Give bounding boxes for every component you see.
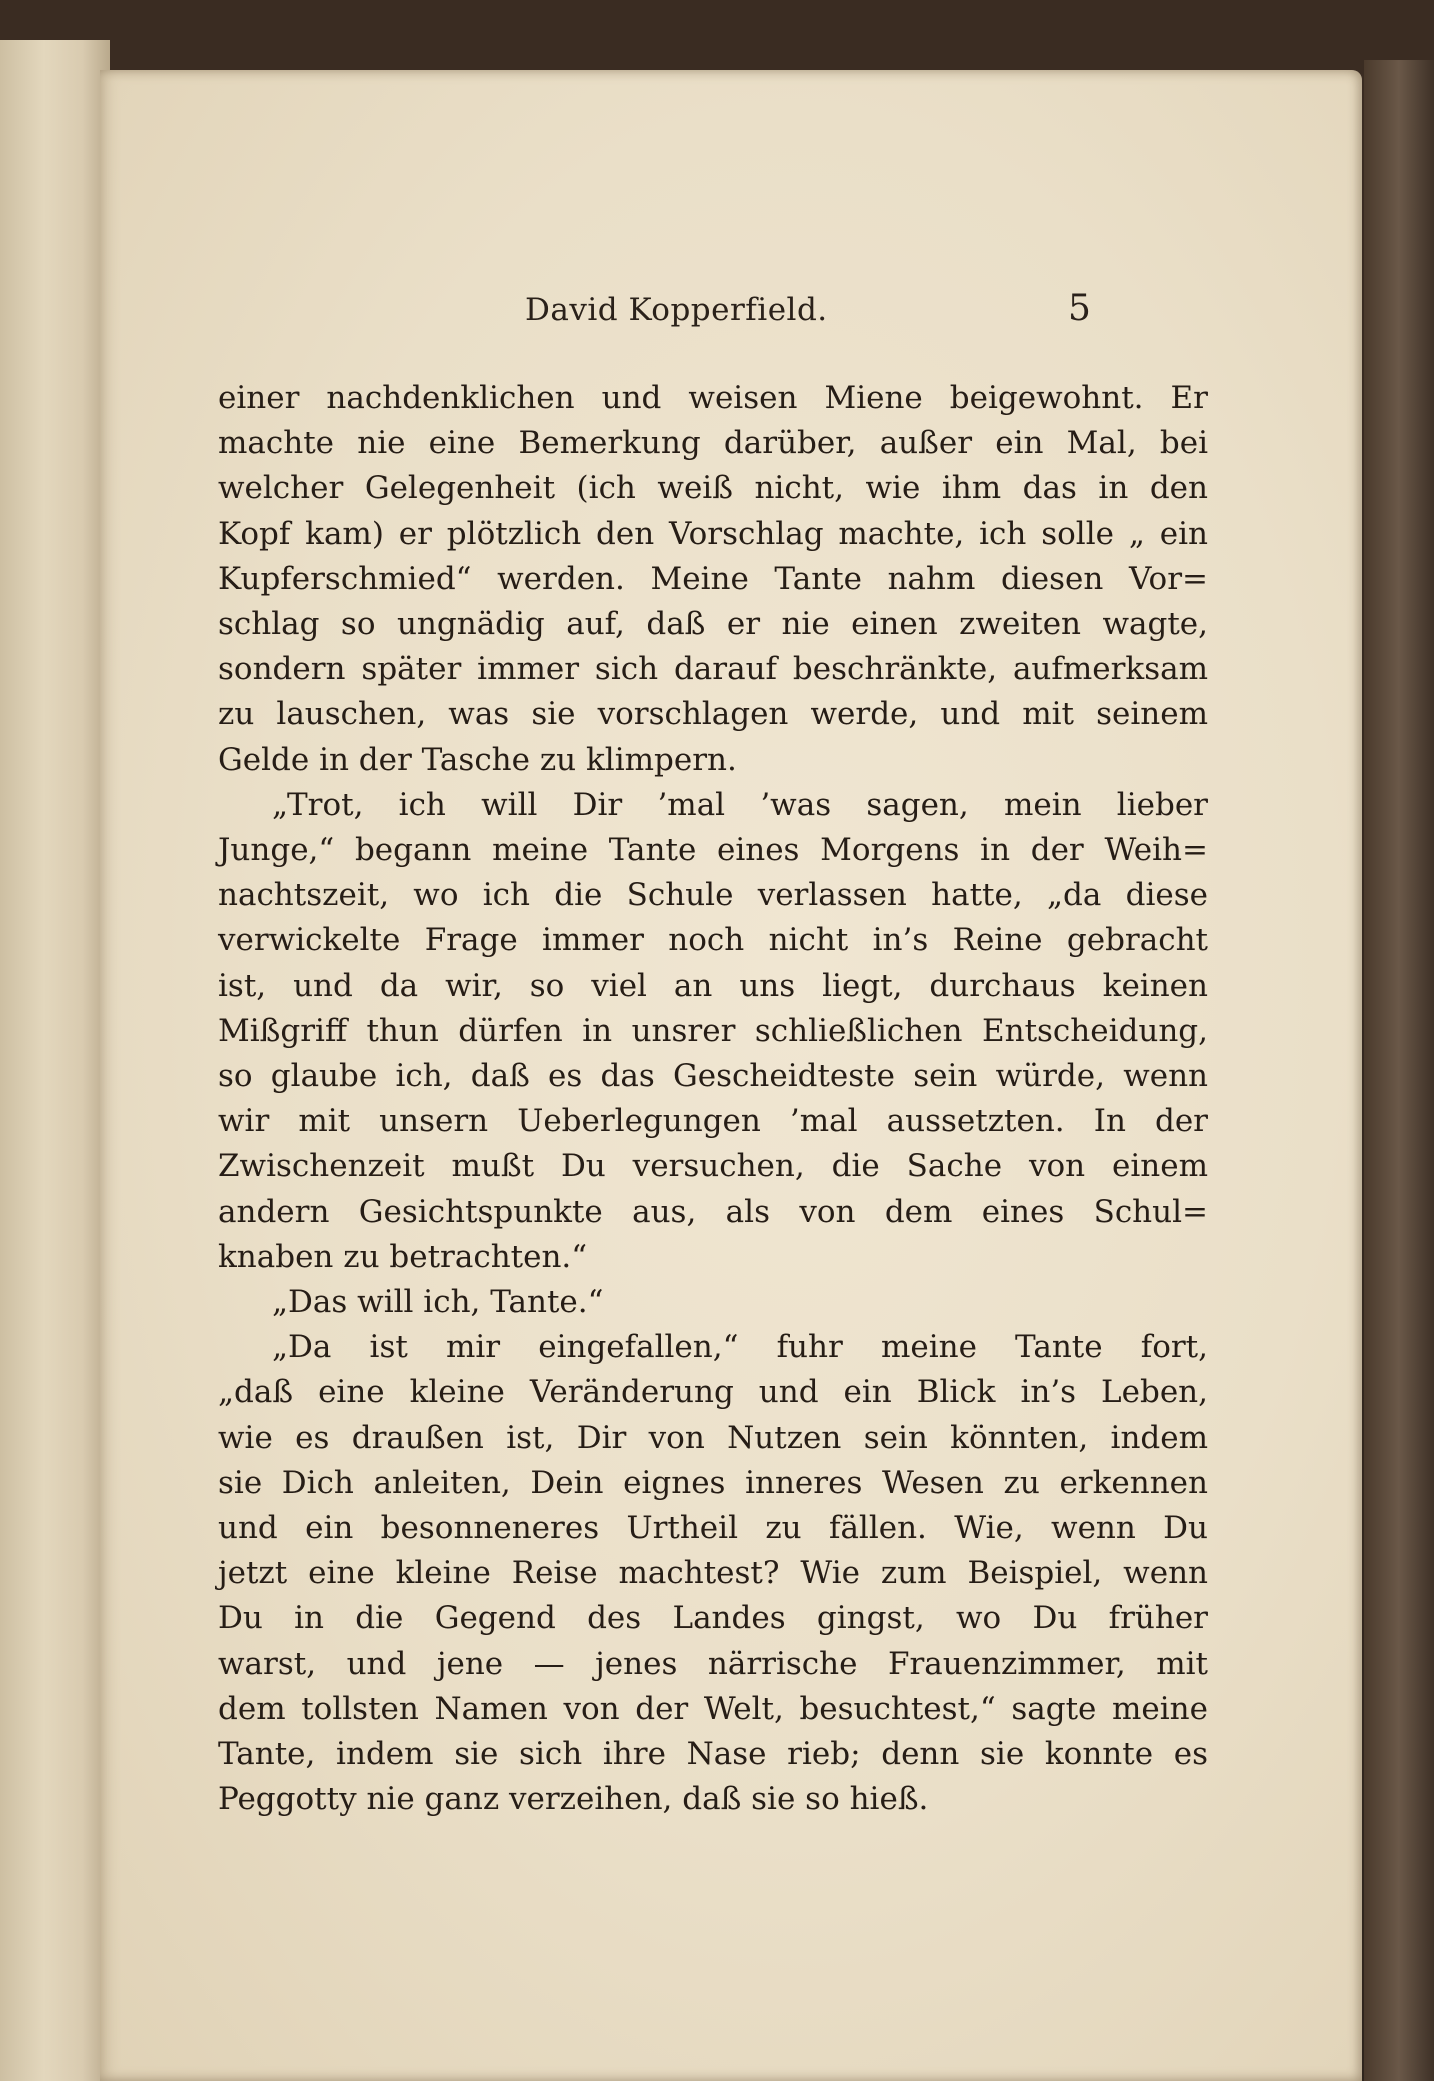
text-line: welcher Gelegenheit (ich weiß nicht, wie ihm das in den bbox=[218, 470, 1208, 507]
text-line: ist, und da wir, so viel an uns liegt, durchaus keinen bbox=[218, 967, 1208, 1004]
text-line: so glaube ich, daß es das Gescheidteste sein würde, wenn bbox=[218, 1058, 1208, 1095]
facing-page-edge bbox=[0, 40, 110, 2081]
text-line: Du in die Gegend des Landes gingst, wo Du früher bbox=[218, 1600, 1208, 1637]
text-line: sondern später immer sich darauf beschränkte, aufmerksam bbox=[218, 651, 1208, 688]
text-line: schlag so ungnädig auf, daß er nie einen zweiten wagte, bbox=[218, 606, 1208, 643]
text-line: andern Gesichtspunkte aus, als von dem eines Schul= bbox=[218, 1193, 1208, 1230]
text-line: Tante, indem sie sich ihre Nase rieb; denn sie konnte es bbox=[218, 1736, 1208, 1773]
page-header bbox=[100, 288, 1362, 332]
body-text bbox=[218, 376, 1208, 1823]
text-line: dem tollsten Namen von der Welt, besuchtest,“ sagte meine bbox=[218, 1690, 1208, 1727]
text-line: „Trot, ich will Dir ’mal ’was sagen, mein lieber bbox=[272, 786, 1208, 823]
text-line: warst, und jene — jenes närrische Frauenzimmer, mit bbox=[218, 1645, 1208, 1682]
text-line: sie Dich anleiten, Dein eignes inneres Wesen zu erkennen bbox=[218, 1464, 1208, 1501]
text-line: verwickelte Frage immer noch nicht in’s Reine gebracht bbox=[218, 922, 1208, 959]
text-line: Peggotty nie ganz verzeihen, daß sie so hieß. bbox=[218, 1781, 929, 1818]
text-line: nachtszeit, wo ich die Schule verlassen hatte, „da diese bbox=[218, 877, 1208, 914]
book-cover-edge bbox=[1364, 60, 1434, 2081]
text-line: Gelde in der Tasche zu klimpern. bbox=[218, 741, 737, 778]
text-line: „Das will ich, Tante.“ bbox=[272, 1284, 604, 1321]
text-line: wie es draußen ist, Dir von Nutzen sein könnten, indem bbox=[218, 1419, 1208, 1456]
book-page bbox=[100, 70, 1362, 2081]
text-line: Junge,“ begann meine Tante eines Morgens in der Weih= bbox=[218, 832, 1208, 869]
text-line: Kupferschmied“ werden. Meine Tante nahm diesen Vor= bbox=[218, 560, 1208, 597]
text-line: „Da ist mir eingefallen,“ fuhr meine Tante fort, bbox=[272, 1329, 1208, 1366]
text-line: machte nie eine Bemerkung darüber, außer ein Mal, bei bbox=[218, 425, 1208, 462]
text-line: Kopf kam) er plötzlich den Vorschlag machte, ich solle „ ein bbox=[218, 515, 1208, 552]
text-line: „daß eine kleine Veränderung und ein Blick in’s Leben, bbox=[218, 1374, 1208, 1411]
text-line: einer nachdenklichen und weisen Miene beigewohnt. Er bbox=[218, 380, 1208, 416]
text-line: jetzt eine kleine Reise machtest? Wie zum Beispiel, wenn bbox=[218, 1555, 1208, 1592]
text-line: Zwischenzeit mußt Du versuchen, die Sache von einem bbox=[218, 1148, 1208, 1185]
page-number: 5 bbox=[1068, 288, 1091, 329]
text-line: zu lauschen, was sie vorschlagen werde, und mit seinem bbox=[218, 696, 1208, 733]
text-line: knaben zu betrachten.“ bbox=[218, 1238, 588, 1275]
running-title: David Kopperfield. bbox=[525, 292, 828, 328]
text-line: Mißgriff thun dürfen in unsrer schließlichen Entscheidung, bbox=[218, 1012, 1208, 1049]
text-line: wir mit unsern Ueberlegungen ’mal aussetzten. In der bbox=[218, 1103, 1208, 1140]
text-line: und ein besonneneres Urtheil zu fällen. Wie, wenn Du bbox=[218, 1510, 1208, 1547]
